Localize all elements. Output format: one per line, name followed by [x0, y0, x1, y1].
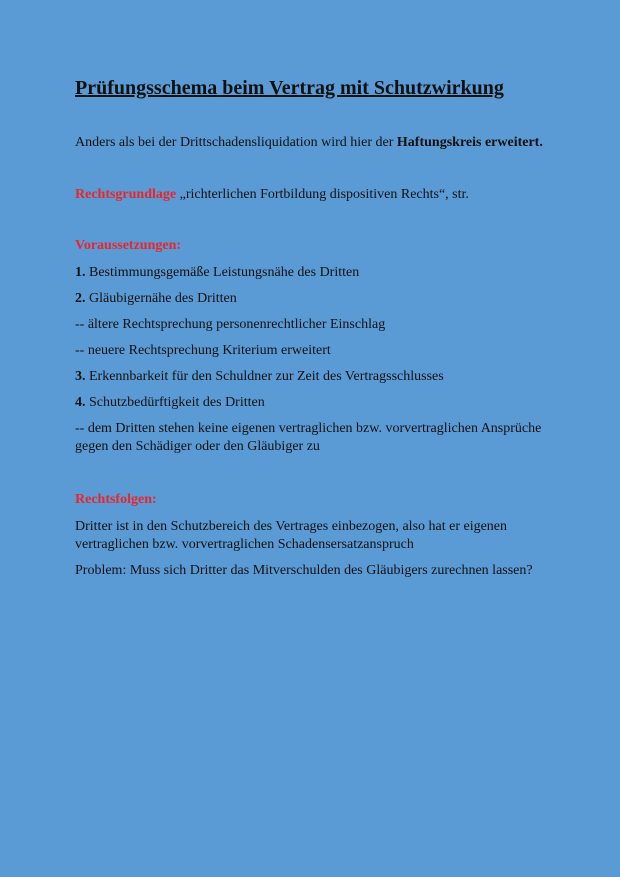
problem-paragraph: Problem: Muss sich Dritter das Mitverschulden des Gläubigers zurechnen lassen?	[75, 563, 533, 578]
requirement-text: Erkennbarkeit für den Schuldner zur Zeit des Vertragsschlusses	[85, 369, 444, 384]
legal-basis-text: „richterlichen Fortbildung dispositiven Rechts“, str.	[176, 187, 469, 202]
legal-basis-paragraph	[75, 186, 545, 204]
requirement-text: Gläubigernähe des Dritten	[85, 291, 237, 306]
requirement-number: 1.	[75, 265, 86, 280]
consequences-heading: Rechtsfolgen:	[75, 492, 157, 507]
intro-bold-term: Haftungskreis erweitert.	[396, 135, 543, 150]
requirement-text: Schutzbedürftigkeit des Dritten	[85, 395, 265, 410]
requirement-text: Bestimmungsgemäße Leistungsnähe des Dritten	[85, 265, 360, 280]
document-page	[75, 76, 545, 580]
requirement-item	[75, 368, 545, 386]
requirement-item	[75, 290, 545, 308]
intro-paragraph	[75, 134, 545, 152]
requirement-number: 4.	[75, 395, 86, 410]
intro-text: Anders als bei der Drittschadensliquidation wird hier der	[75, 135, 397, 150]
requirement-subitem	[75, 316, 545, 334]
requirement-number: 3.	[75, 369, 86, 384]
consequence-paragraph: Dritter ist in den Schutzbereich des Vertrages einbezogen, also hat er eigenen vertraglichen bzw. vorvertraglichen Schadensersatzanspruch	[75, 519, 508, 552]
requirement-item	[75, 394, 545, 412]
requirement-item	[75, 264, 545, 282]
legal-basis-label: Rechtsgrundlage	[75, 187, 177, 202]
requirement-text: -- neuere Rechtsprechung Kriterium erweitert	[75, 343, 331, 358]
requirement-number: 2.	[75, 291, 86, 306]
requirement-subitem	[75, 420, 545, 456]
requirement-text: -- dem Dritten stehen keine eigenen vertraglichen bzw. vorvertraglichen Ansprüche gegen den Schädiger oder den Gläubiger zu	[75, 421, 542, 454]
requirement-subitem	[75, 342, 545, 360]
requirements-list	[75, 264, 545, 456]
requirements-heading: Voraussetzungen:	[75, 238, 182, 253]
document-title: Prüfungsschema beim Vertrag mit Schutzwirkung	[75, 77, 504, 99]
requirement-text: -- ältere Rechtsprechung personenrechtlicher Einschlag	[75, 317, 386, 332]
